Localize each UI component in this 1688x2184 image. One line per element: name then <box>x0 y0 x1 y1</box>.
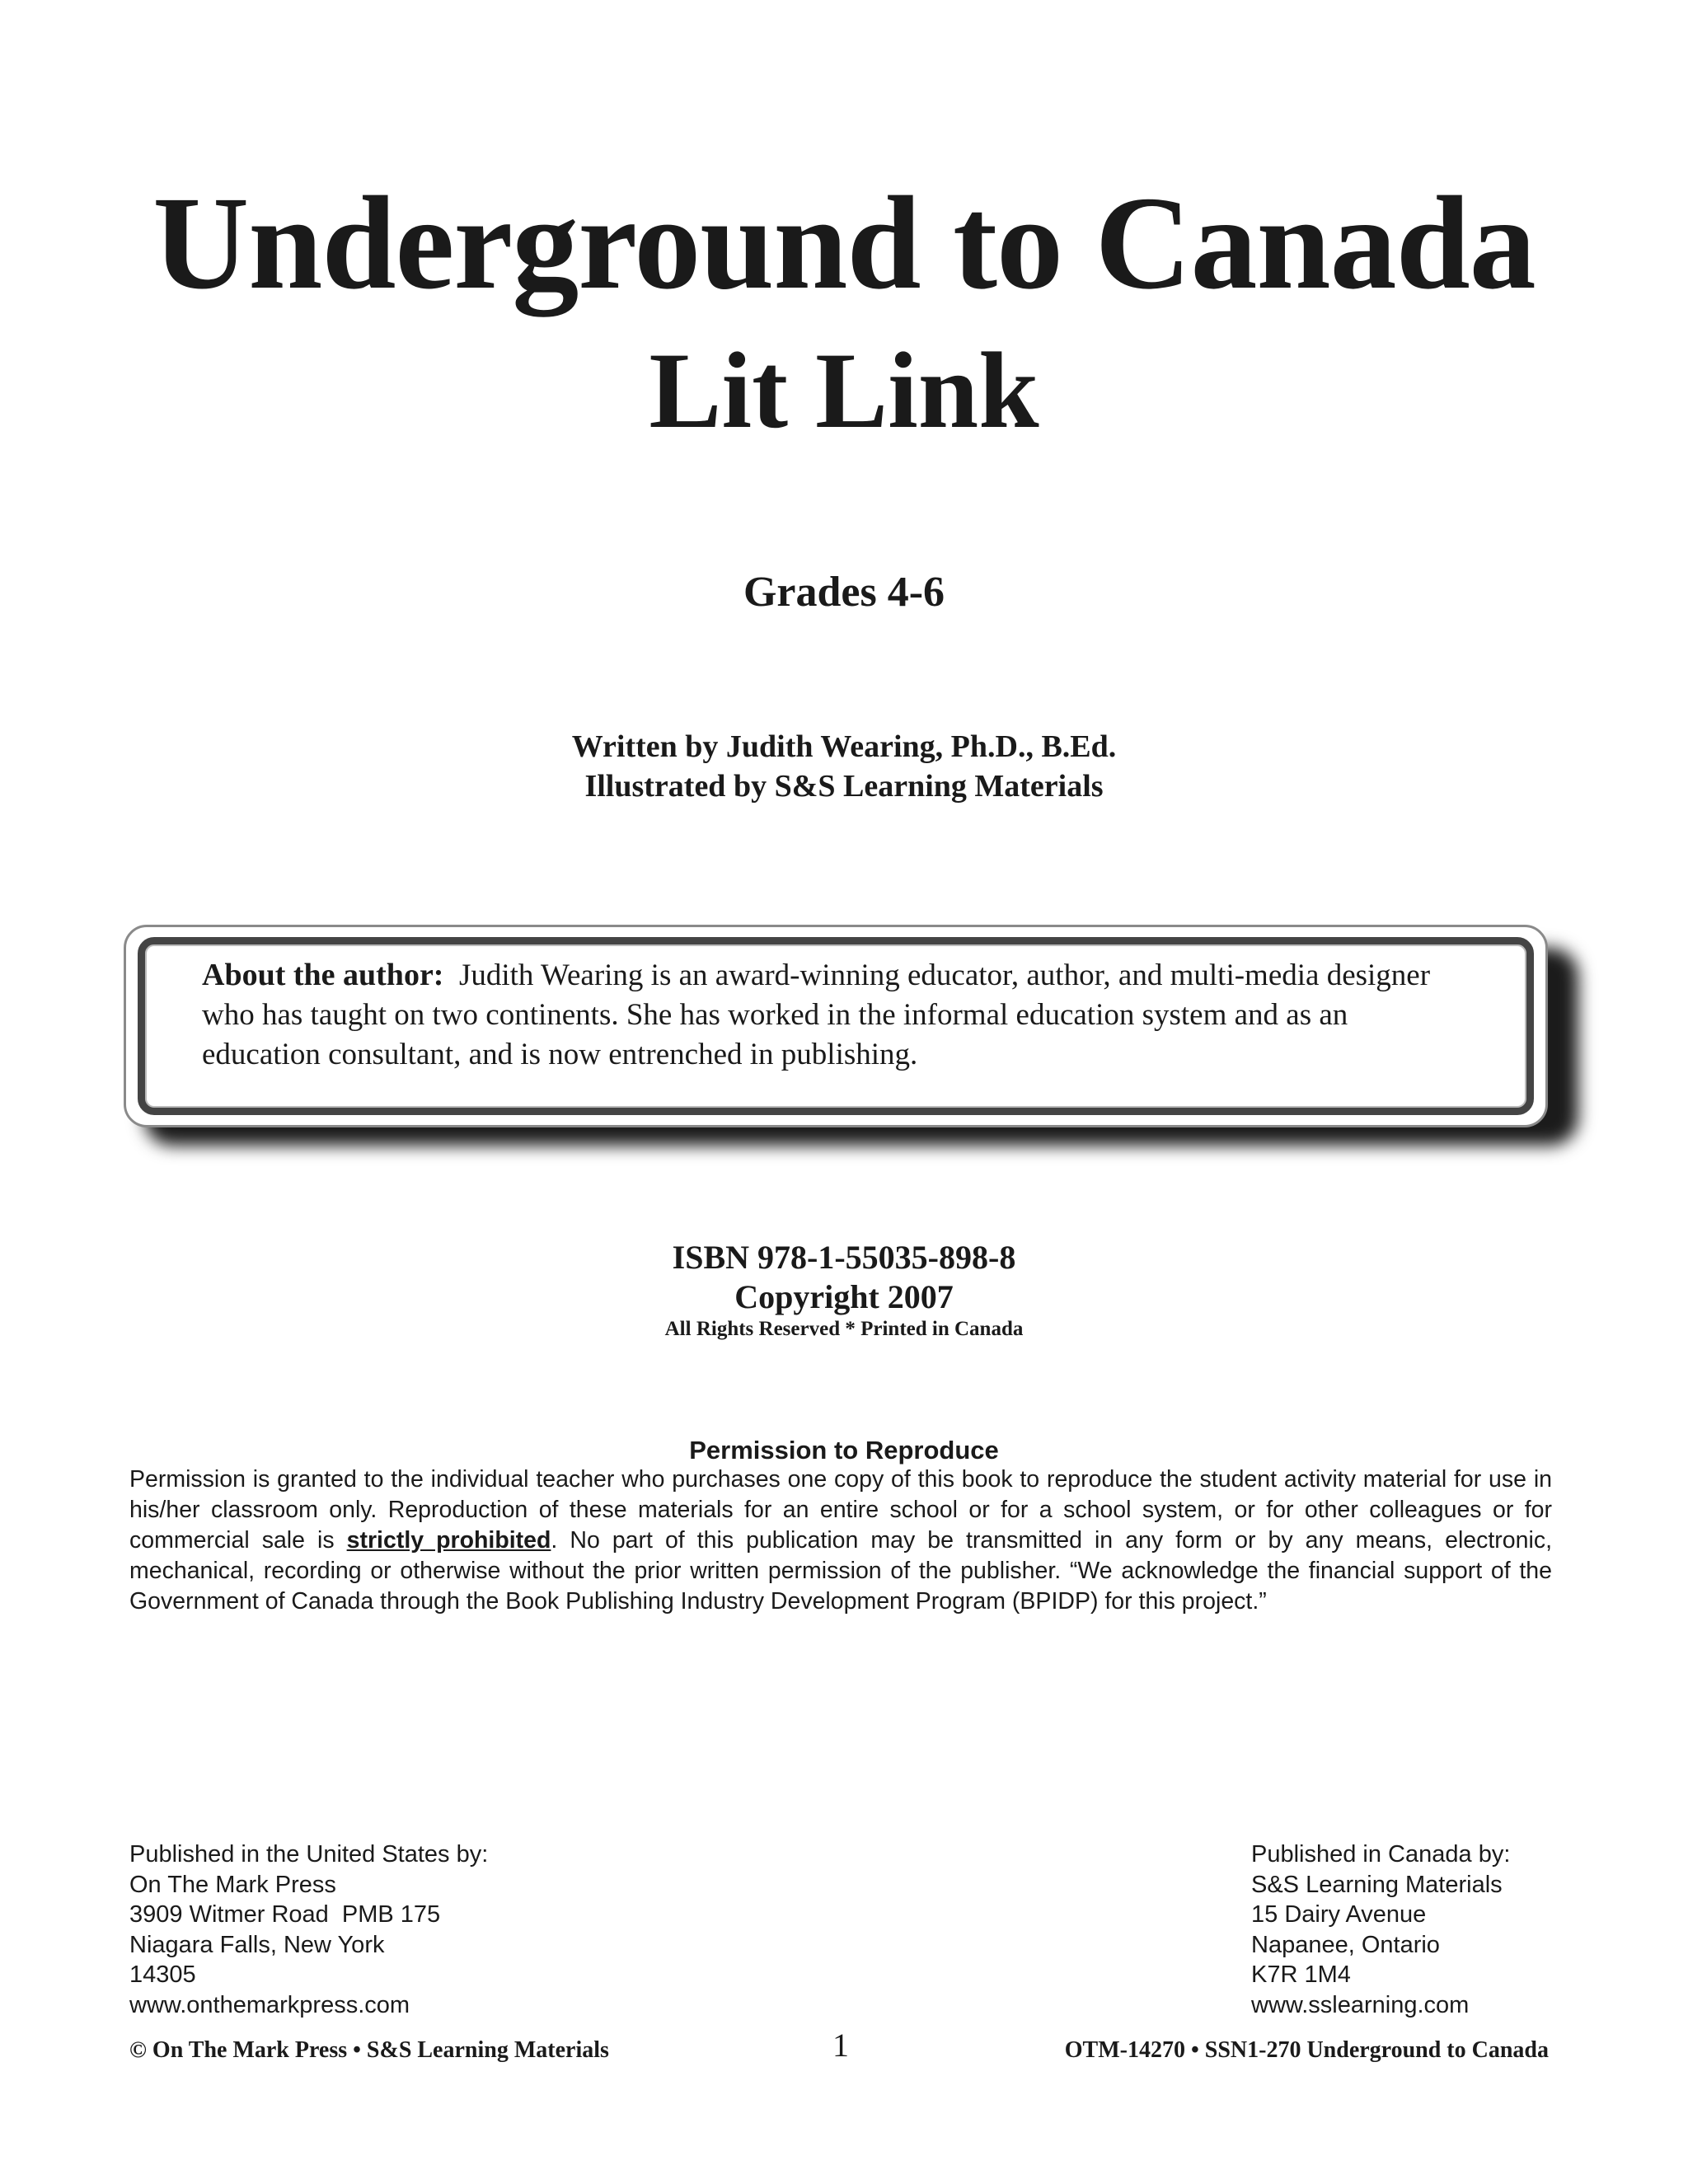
rights-notice: All Rights Reserved * Printed in Canada <box>664 1318 1024 1340</box>
publisher-us-postal: 14305 <box>129 1961 196 1988</box>
footer-publisher: © On The Mark Press • S&S Learning Materials <box>129 2037 609 2063</box>
grade-level: Grades 4-6 <box>743 569 945 616</box>
about-author-text <box>202 955 1471 1075</box>
page-footer <box>129 2027 1552 2067</box>
book-subtitle: Lit Link <box>649 330 1039 451</box>
about-author-box <box>124 925 1548 1127</box>
isbn-block <box>0 1238 1688 1342</box>
publisher-us-address1: 3909 Witmer Road PMB 175 <box>129 1901 441 1928</box>
illustrated-by: Illustrated by S&S Learning Materials <box>584 769 1104 804</box>
publisher-ca-heading: Published in Canada by: <box>1251 1841 1511 1868</box>
footer-product-code: OTM-14270 • SSN1-270 Underground to Canada <box>1064 2037 1549 2063</box>
publisher-ca-website: www.sslearning.com <box>1251 1991 1470 2018</box>
publisher-canada <box>1251 1840 1510 2020</box>
permission-text-part2: . No part of this publication may be transmitted in any form or by any means, electronic, mechanical, recording or otherwise without the prior written permission of the publisher. “We acknowledge the financial support of the Government of Canada through the Book Publishing Industry Development Program (BPIDP) for this project.” <box>129 1527 1552 1615</box>
publisher-us-name: On The Mark Press <box>129 1871 336 1898</box>
permission-title: Permission to Reproduce <box>689 1436 999 1465</box>
written-by: Written by Judith Wearing, Ph.D., B.Ed. <box>571 729 1117 764</box>
publisher-ca-postal: K7R 1M4 <box>1251 1961 1351 1988</box>
publisher-ca-address1: 15 Dairy Avenue <box>1251 1901 1427 1928</box>
permission-text <box>129 1465 1552 1617</box>
permission-text-part1: Permission is granted to the individual teacher who purchases one copy of this book to reproduce the student activity material for use in his/her classroom only. Reproduction of these materials for an entire school or for a school system, or for other colleagues or for commercial sale is <box>129 1466 1552 1554</box>
page-number: 1 <box>832 2027 849 2064</box>
copyright: Copyright 2007 <box>734 1278 954 1315</box>
publisher-us-address2: Niagara Falls, New York <box>129 1931 385 1958</box>
about-author-bio: Judith Wearing is an award-winning educator, author, and multi-media designer who has taught on two continents. She has worked in the informal education system and as an education consultant, and is now entrenched in publishing. <box>202 958 1431 1071</box>
permission-emphasis: strictly prohibited <box>346 1527 551 1554</box>
publisher-ca-address2: Napanee, Ontario <box>1251 1931 1440 1958</box>
about-author-label: About the author: <box>202 958 444 992</box>
publisher-us-website: www.onthemarkpress.com <box>129 1991 410 2018</box>
publisher-us-heading: Published in the United States by: <box>129 1841 489 1868</box>
isbn: ISBN 978-1-55035-898-8 <box>672 1239 1016 1276</box>
publisher-us <box>129 1840 488 2020</box>
publisher-ca-name: S&S Learning Materials <box>1251 1871 1503 1898</box>
credits <box>0 727 1688 806</box>
book-title: Underground to Canada <box>152 170 1536 317</box>
